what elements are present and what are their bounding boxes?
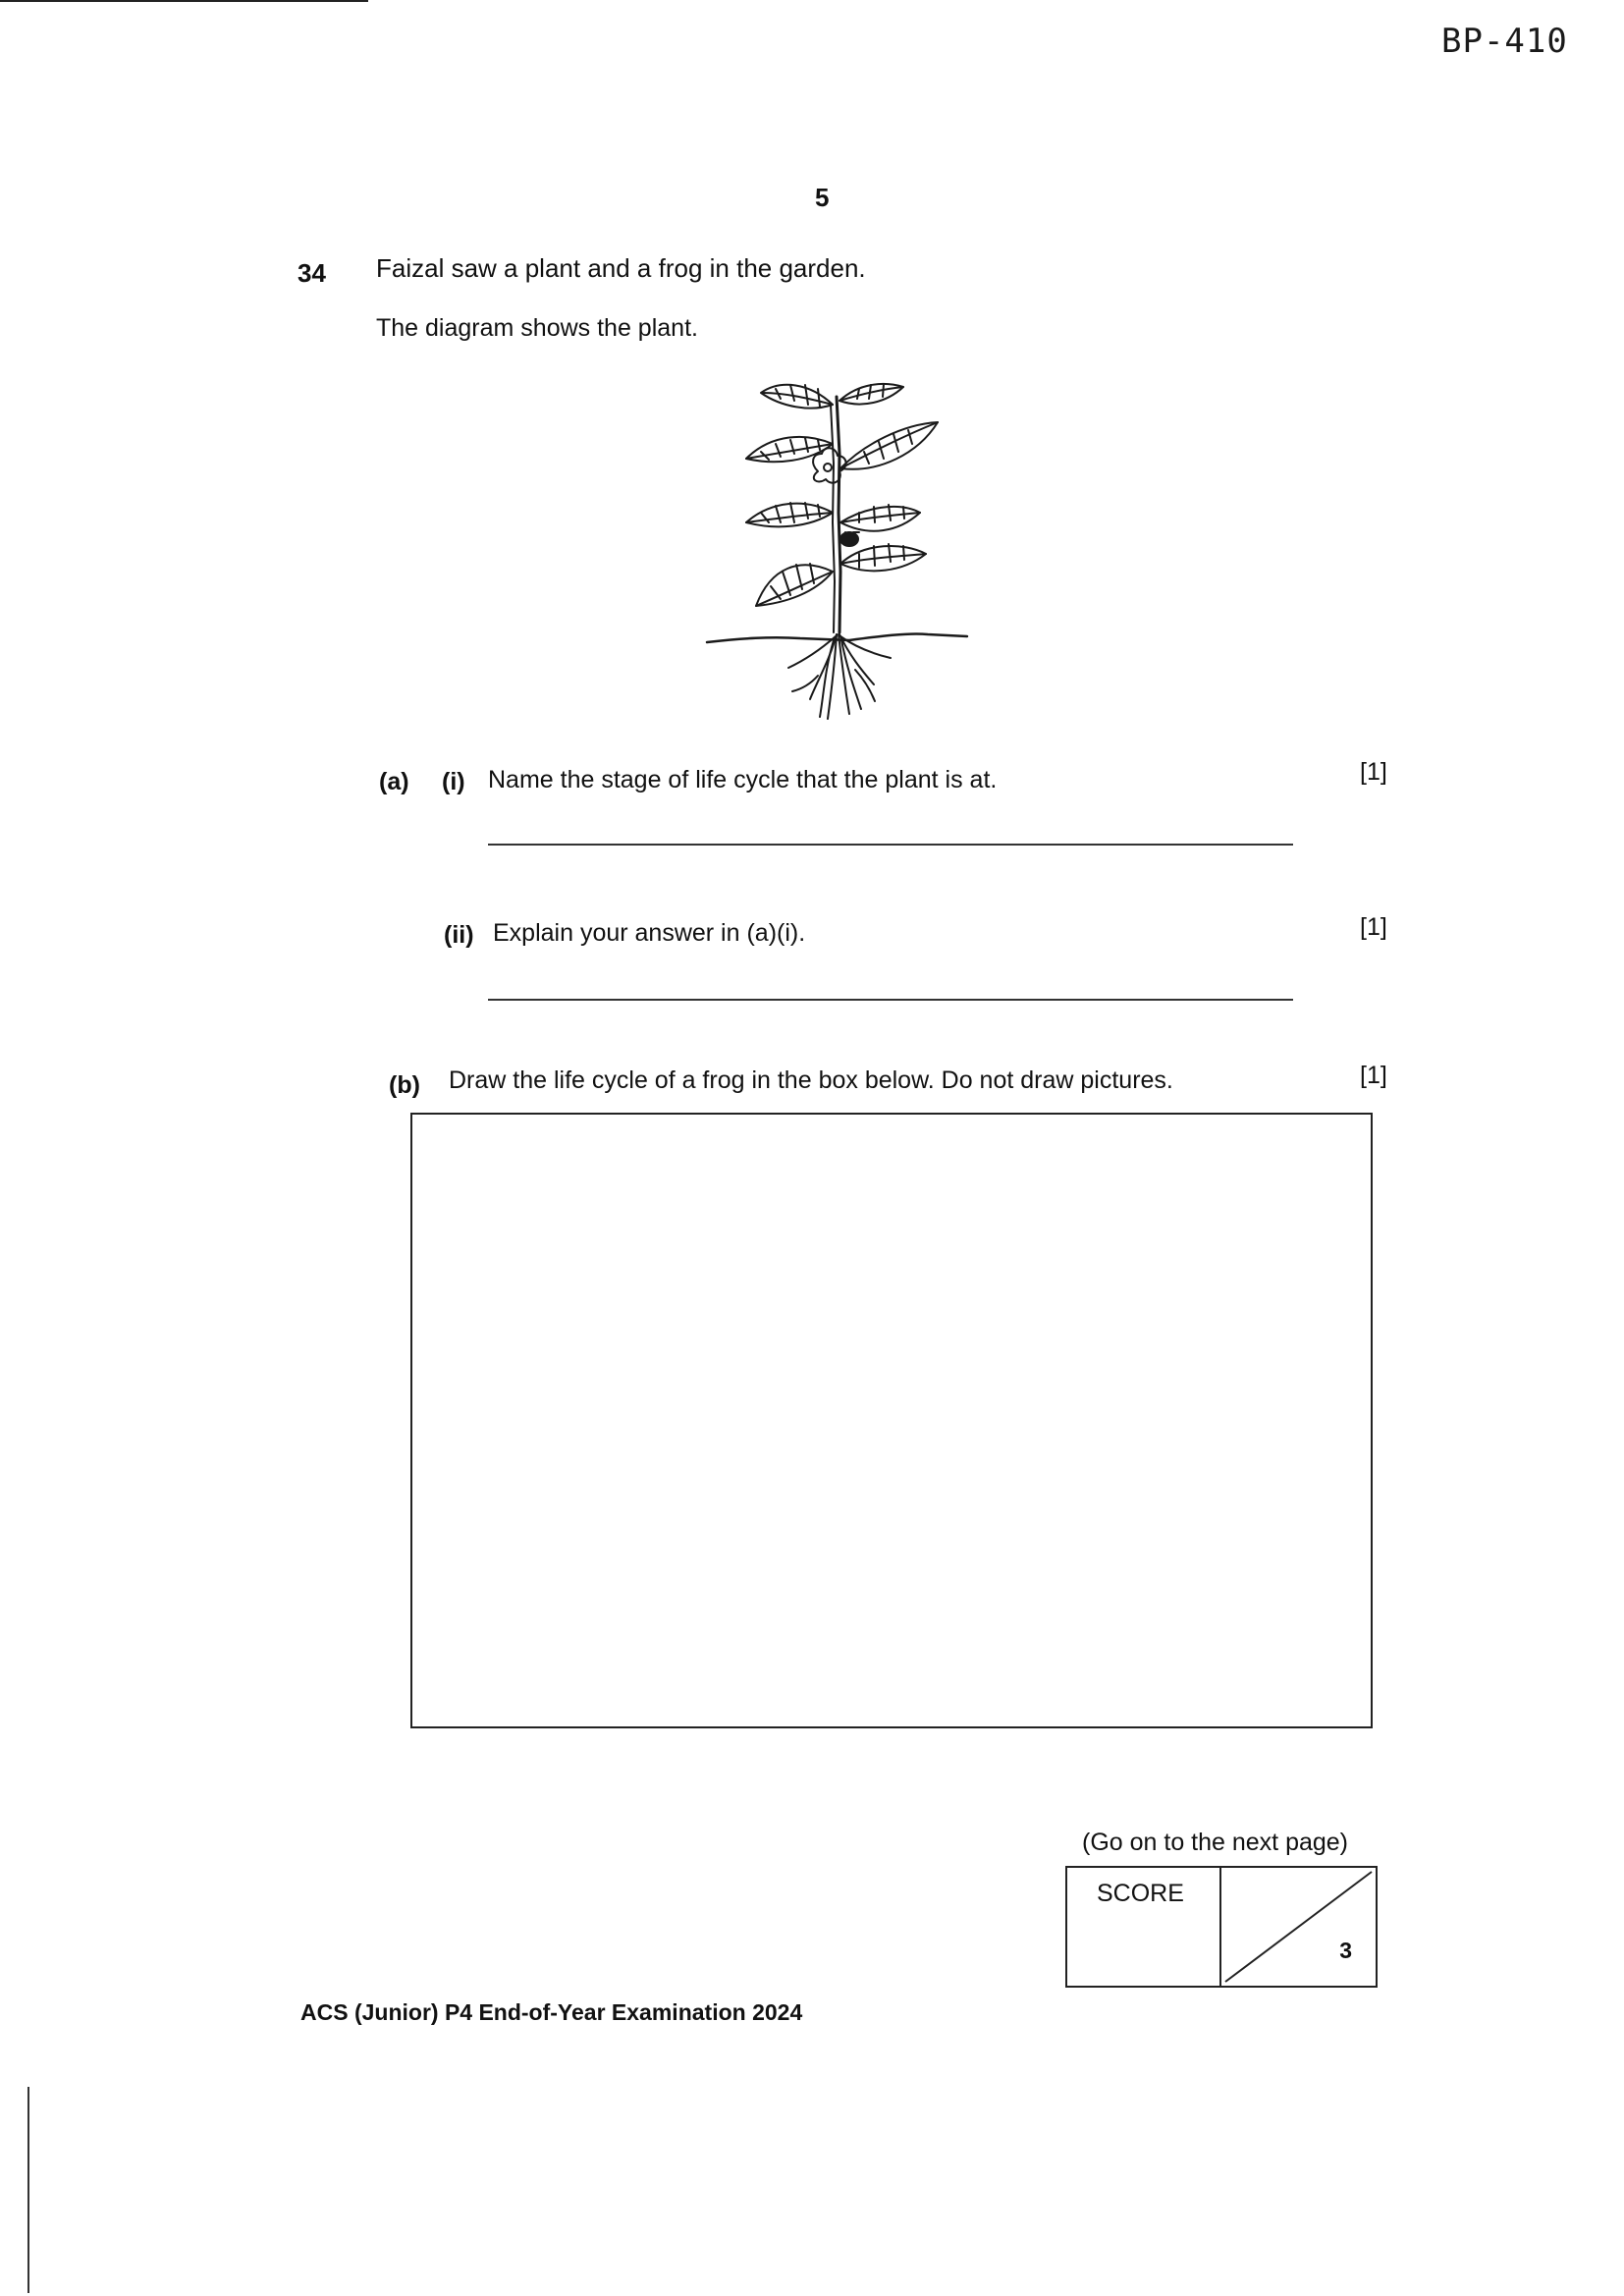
part-a-ii-answer-line[interactable] (488, 999, 1293, 1001)
part-a-ii-text: Explain your answer in (a)(i). (493, 919, 806, 947)
question-number: 34 (298, 258, 326, 288)
diagram-caption: The diagram shows the plant. (376, 314, 698, 342)
part-b-marks: [1] (1360, 1062, 1387, 1089)
part-a-ii-marks: [1] (1360, 913, 1387, 941)
score-max: 3 (1339, 1938, 1352, 1963)
score-box (1065, 1866, 1378, 1988)
plant-diagram (702, 375, 977, 729)
next-page-note: (Go on to the next page) (1082, 1829, 1349, 1856)
part-a-i-label: (i) (442, 768, 465, 795)
part-a-i-answer-line[interactable] (488, 844, 1293, 846)
top-edge-rule (0, 0, 368, 2)
part-b-label: (b) (389, 1071, 420, 1099)
score-label: SCORE (1097, 1880, 1184, 1907)
part-a-label: (a) (379, 768, 409, 795)
score-divider-slash (1221, 1868, 1376, 1986)
part-a-ii-label: (ii) (444, 921, 474, 949)
part-a-i-marks: [1] (1360, 758, 1387, 786)
score-value-cell[interactable] (1221, 1868, 1376, 1986)
page-code: BP-410 (1441, 22, 1568, 61)
part-b-text: Draw the life cycle of a frog in the box below. Do not draw pictures. (449, 1066, 1173, 1094)
score-label-cell (1067, 1868, 1221, 1986)
question-stem: Faizal saw a plant and a frog in the garden. (376, 253, 866, 283)
drawing-answer-box[interactable] (410, 1113, 1373, 1728)
part-a-i-text: Name the stage of life cycle that the plant is at. (488, 766, 998, 793)
page-number: 5 (815, 183, 830, 212)
exam-title-footer: ACS (Junior) P4 End-of-Year Examination 2024 (300, 1999, 803, 2025)
margin-line (27, 2087, 29, 2293)
